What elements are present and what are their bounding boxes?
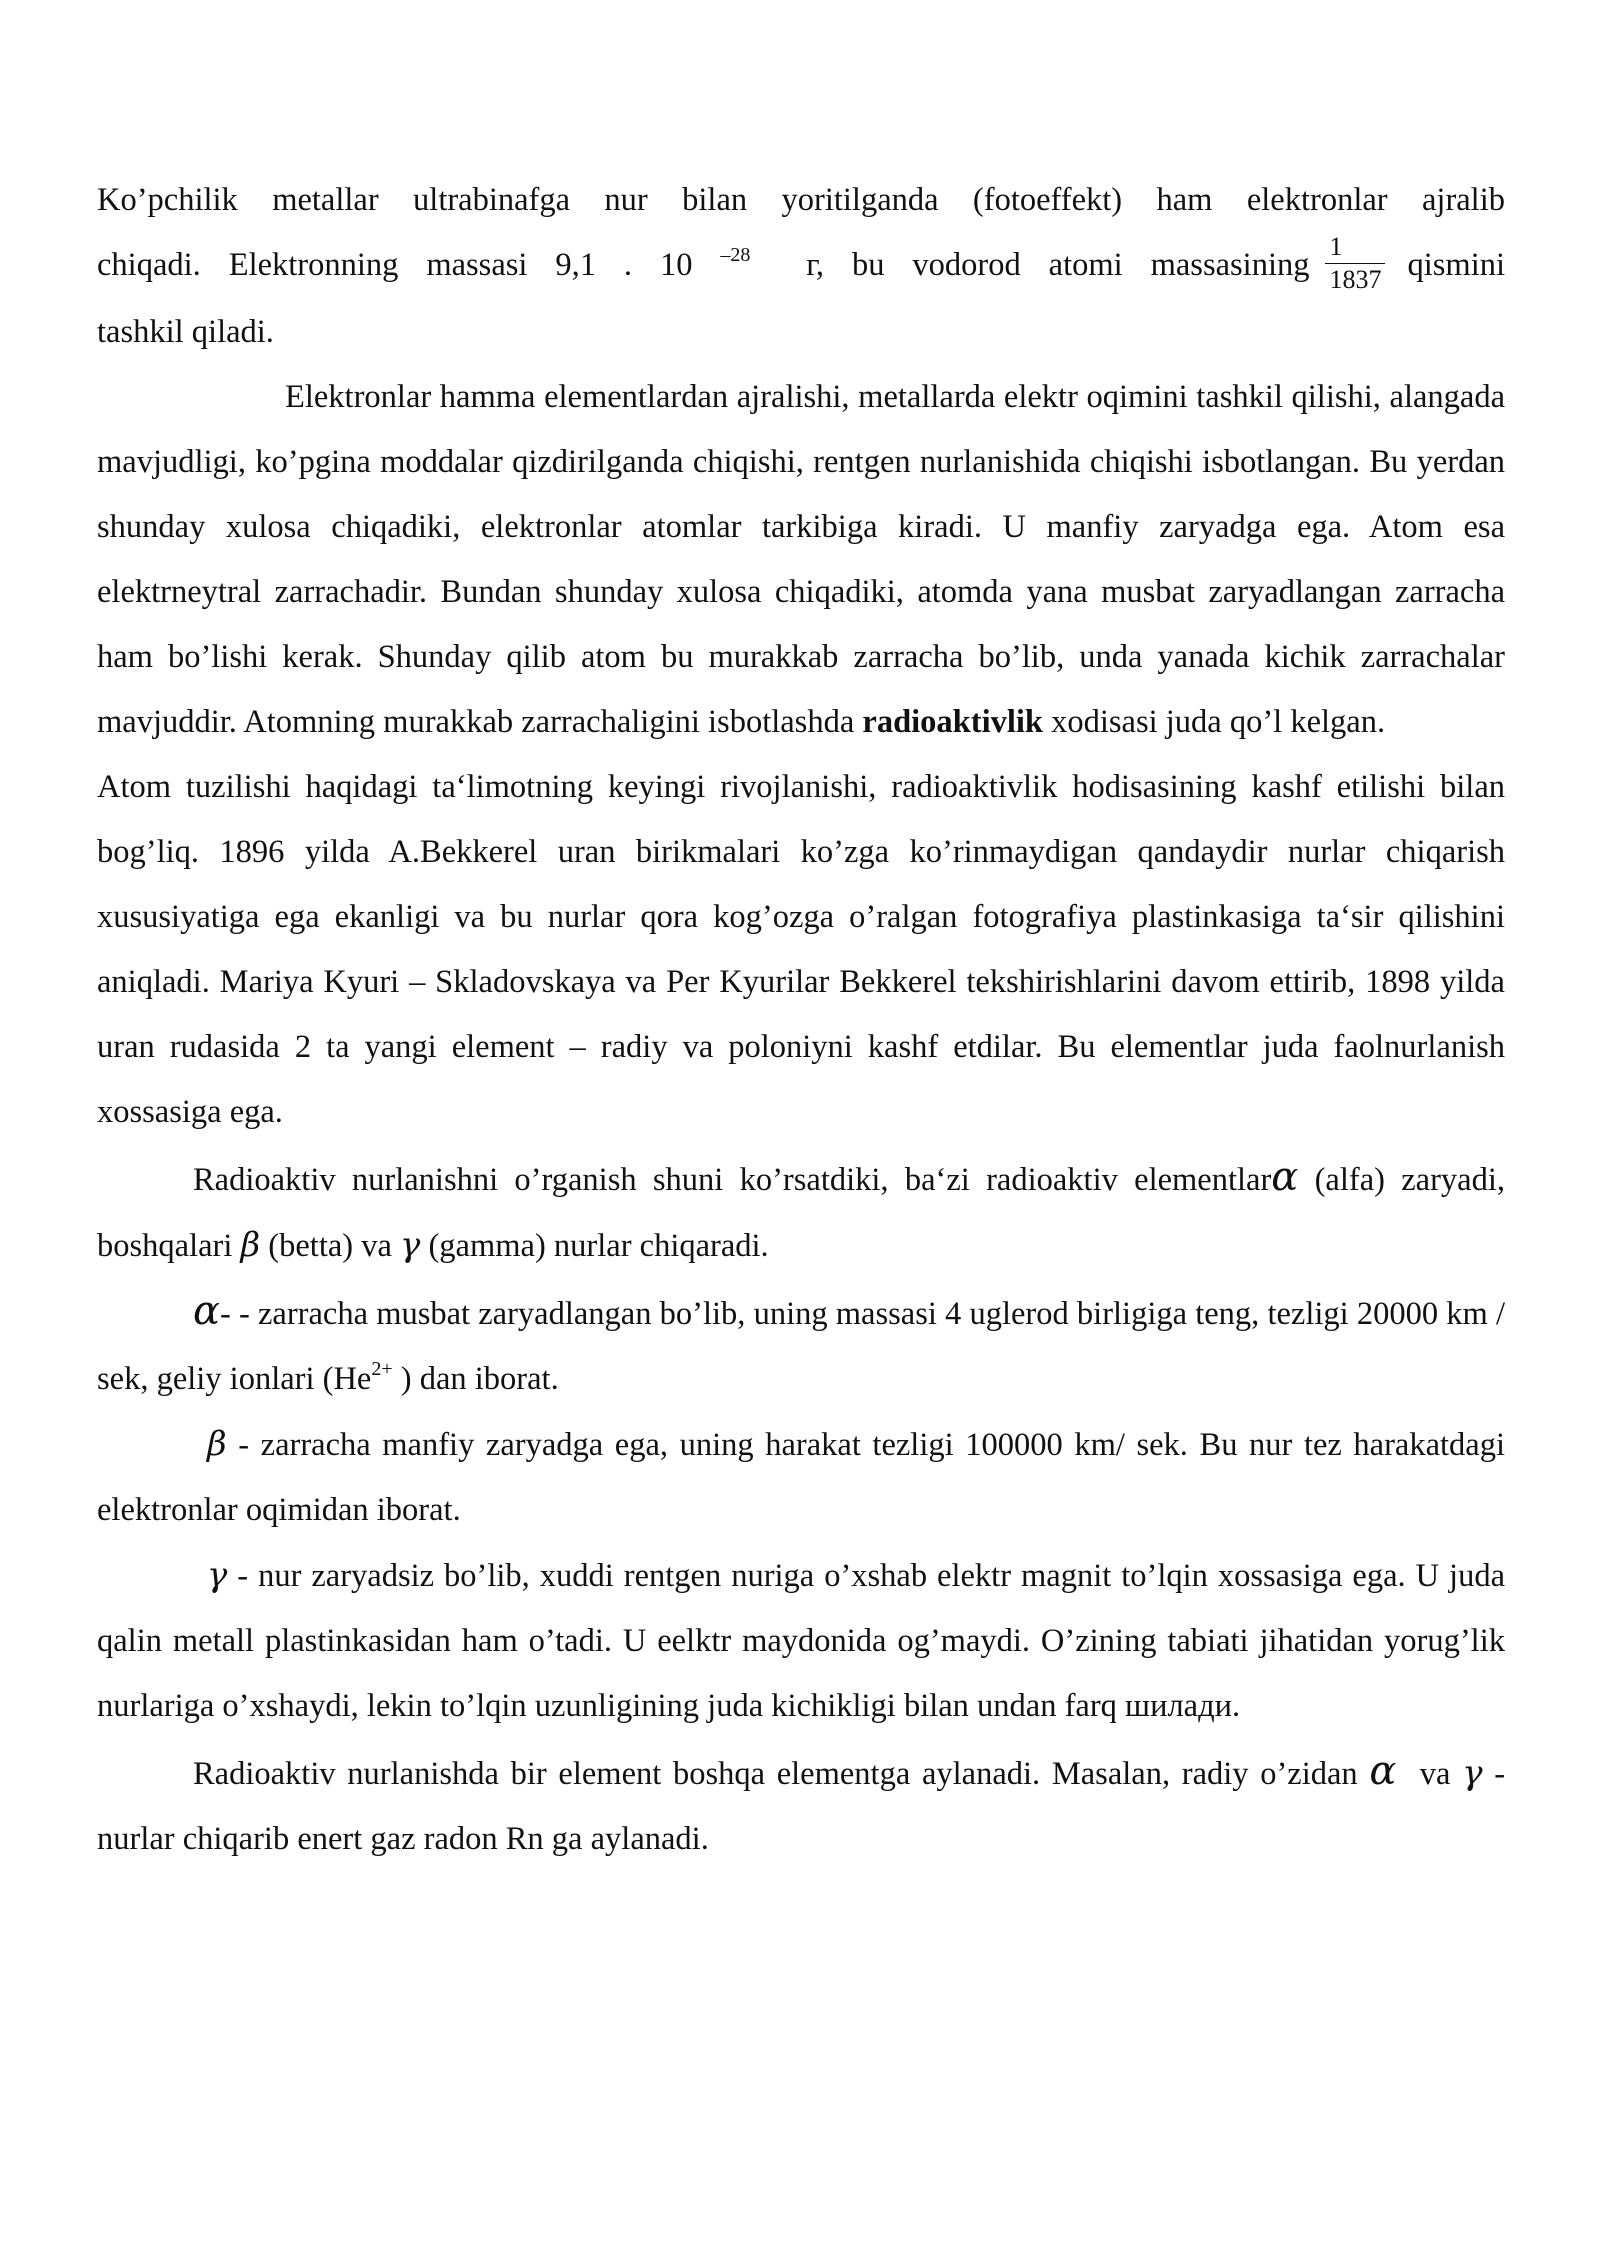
- gamma-symbol: γ: [207, 1555, 228, 1596]
- alpha-symbol: α: [1369, 1748, 1397, 1795]
- paragraph-1-line-3: [97, 300, 1505, 365]
- gamma-symbol: γ: [400, 1225, 421, 1266]
- text: (gamma) nurlar chiqaradi.: [428, 1228, 769, 1265]
- text: ) dan iborat.: [400, 1361, 559, 1398]
- text: qismini: [1407, 247, 1506, 283]
- text: Elektronlar hamma elementlardan ajralishi, metallarda elektr oqimini tashkil qilishi, alangada mavjudligi, ko’pgina moddalar qizdirilganda chiqishi, rentgen nurlanishida chiqishi isbotlangan. Bu yerdan shunday xulosa chiqadiki, elektronlar atomlar tarkibiga kiradi. U manfiy zaryadga ega. Atom esa elektrneytral zarrachadir. Bundan shunday xulosa chiqadiki, atomda yana musbat zaryadlangan zarracha ham bo’lishi kerak. Shunday qilib atom bu murakkab zarracha bo’lib, unda yanada kichik zarrachalar mavjuddir. Atomning murakkab zarrachaligini isbotlashda: [97, 379, 1505, 741]
- beta-symbol: β: [207, 1424, 227, 1465]
- paragraph-8: [97, 1739, 1505, 1872]
- exponent: –28: [720, 244, 751, 266]
- beta-symbol: β: [240, 1225, 261, 1266]
- text: Radioaktiv nurlanishni o’rganish shuni ko’rsatdiki, ba‘zi radioaktiv elementlar: [193, 1162, 1272, 1199]
- text: xodisasi juda qo’l kelgan.: [1051, 704, 1386, 741]
- text: г, bu vodorod atomi massasining: [806, 247, 1310, 283]
- paragraph-7: [97, 1543, 1505, 1739]
- document-page: [97, 168, 1505, 1872]
- paragraph-3: [97, 755, 1505, 1145]
- alpha-symbol: α: [193, 1288, 221, 1335]
- fraction-denominator: 1837: [1329, 265, 1382, 295]
- fraction: [1325, 231, 1385, 296]
- text: - nur zaryadsiz bo’lib, xuddi rentgen nuriga o’xshab elektr magnit to’lqin xossasiga ega. U juda qalin metall plastinkasidan ham o’tadi. U eelktr maydonida og’maydi. O’zining tabiati jihatidan yorug’lik nurlariga o’xshaydi, lekin to’lqin uzunligining juda kichikligi bilan undan farq шилади.: [97, 1558, 1505, 1725]
- text: (alfa) zaryadi, boshqalari: [97, 1162, 1505, 1265]
- text: Radioaktiv nurlanishda bir element boshqa elementga aylanadi. Masalan, radiy o’zidan: [193, 1756, 1358, 1793]
- paragraph-1-line-1: [97, 168, 1505, 233]
- gamma-symbol: γ: [1462, 1753, 1483, 1794]
- paragraph-2: [97, 365, 1505, 755]
- alpha-symbol: α: [1271, 1154, 1299, 1201]
- text: va: [1419, 1756, 1451, 1793]
- text: chiqadi. Elektronning massasi 9,1 . 10: [97, 247, 693, 283]
- bold-term: radioaktivlik: [862, 704, 1043, 741]
- text: Atom tuzilishi haqidagi ta‘limotning keyingi rivojlanishi, radioaktivlik hodisasining kashf etilishi bilan bog’liq. 1896 yilda A.Bekkerel uran birikmalari ko’zga ko’rinmaydigan qandaydir nurlar chiqarish xususiyatiga ega ekanligi va bu nurlar qora kog’ozga o’ralgan fotografiya plastinkasiga ta‘sir qilishini aniqladi. Mariya Kyuri – Skladovskaya va Per Kyurilar Bekkerel tekshirishlarini davom ettirib, 1898 yilda uran rudasida 2 ta yangi element – radiy va poloniyni kashf etdilar. Bu elementlar juda faolnurlanish xossasiga ega.: [97, 769, 1505, 1131]
- text: Ko’pchilik metallar ultrabinafga nur bilan yoritilganda (fotoeffekt) ham elektronlar ajralib: [97, 182, 1505, 218]
- text: tashkil qiladi.: [97, 314, 274, 351]
- text: - nurlar chiqarib enert gaz radon Rn ga aylanadi.: [97, 1756, 1506, 1858]
- fraction-numerator: 1: [1325, 231, 1385, 264]
- text: - zarracha manfiy zaryadga ega, uning harakat tezligi 100000 km/ sek. Bu nur tez harakatdagi elektronlar oqimidan iborat.: [97, 1427, 1505, 1529]
- paragraph-1-line-2: [97, 233, 1505, 300]
- text: - zarracha musbat zaryadlangan bo’lib, uning massasi 4 uglerod birligiga teng, tezligi 20000 km / sek, geliy ionlari (He: [97, 1296, 1505, 1398]
- paragraph-5: α- - zarracha musbat zaryadlangan bo’lib, uning massasi 4 uglerod birligiga teng, tezligi 20000 km / sek, geliy ionlari ($He^{2+}$ ) dan iborat.: [97, 1288, 1505, 1398]
- superscript: 2+: [371, 1358, 393, 1381]
- text: (betta) va: [268, 1228, 392, 1265]
- paragraph-4: [97, 1145, 1505, 1279]
- paragraph-6: [97, 1412, 1505, 1543]
